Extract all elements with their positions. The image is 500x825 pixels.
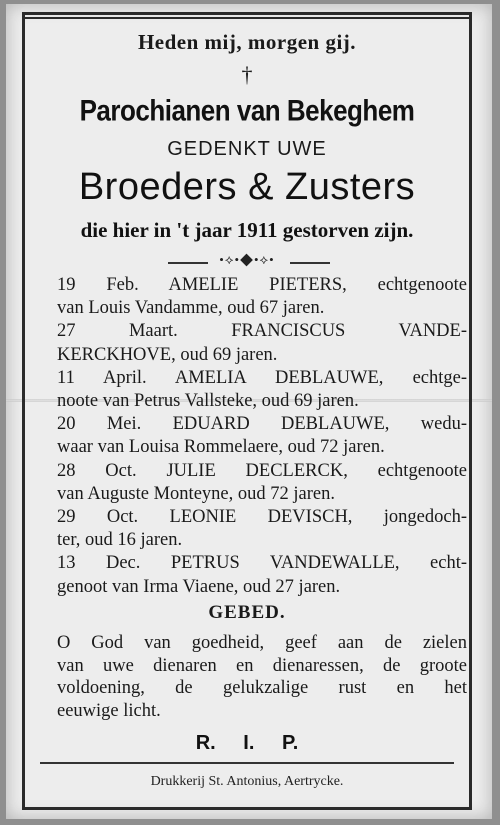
prayer-text xyxy=(57,632,467,722)
cross-icon: † xyxy=(241,62,253,87)
entry-line: noote van Petrus Vallsteke, oud 69 jaren. xyxy=(57,391,359,412)
entry-line: van Louis Vandamme, oud 67 jaren. xyxy=(57,298,325,319)
motto: Heden mij, morgen gij. xyxy=(137,30,357,54)
remember-line: GEDENKT UWE xyxy=(167,138,327,160)
entry-line: 13 Dec. PETRUS VANDEWALLE, echt- xyxy=(57,553,467,574)
deceased-list xyxy=(57,274,467,599)
entry-line: van Auguste Monteyne, oud 72 jaren. xyxy=(57,483,335,504)
prayer-line: van uwe dienaren en dienaressen, de groote xyxy=(57,655,467,676)
entry-line: 28 Oct. JULIE DECLERCK, echtgenoote xyxy=(57,460,467,481)
parish-heading: Parochianen van Bekeghem xyxy=(79,92,415,128)
prayer-line: O God van goedheid, geef aan de zielen xyxy=(57,633,467,653)
prayer-line: eeuwige licht. xyxy=(57,700,161,721)
printer-credit: Drukkerij St. Antonius, Aertrycke. xyxy=(150,774,344,789)
entry-line: 20 Mei. EDUARD DEBLAUWE, wedu- xyxy=(57,414,467,435)
rip-text: R. I. P. xyxy=(195,732,299,754)
prayer-title: GEBED. xyxy=(208,602,286,623)
prayer-line: voldoening, de gelukzalige rust en het xyxy=(57,678,467,698)
ornament-rule-right xyxy=(290,262,330,264)
entry-line: 19 Feb. AMELIE PIETERS, echtgenoote xyxy=(57,275,467,295)
entry-line: ter, oud 16 jaren. xyxy=(57,530,183,551)
entry-line: 11 April. AMELIA DEBLAUWE, echtge- xyxy=(57,367,467,388)
entry-line: genoot van Irma Viaene, oud 27 jaren. xyxy=(57,576,341,597)
entry-line: waar van Louisa Rommelaere, oud 72 jaren. xyxy=(57,437,385,458)
entry-line: 27 Maart. FRANCISCUS VANDE- xyxy=(57,321,467,342)
entry-line: KERCKHOVE, oud 69 jaren. xyxy=(57,344,278,365)
bottom-rule xyxy=(40,762,454,764)
entry-line: 29 Oct. LEONIE DEVISCH, jongedoch- xyxy=(57,507,467,528)
died-year-line: die hier in 't jaar 1911 gestorven zijn. xyxy=(80,218,414,242)
brothers-sisters-heading: Broeders & Zusters xyxy=(78,166,416,208)
ornament-divider: •⟡•◆•⟡• xyxy=(219,252,275,267)
top-rule xyxy=(22,17,472,19)
